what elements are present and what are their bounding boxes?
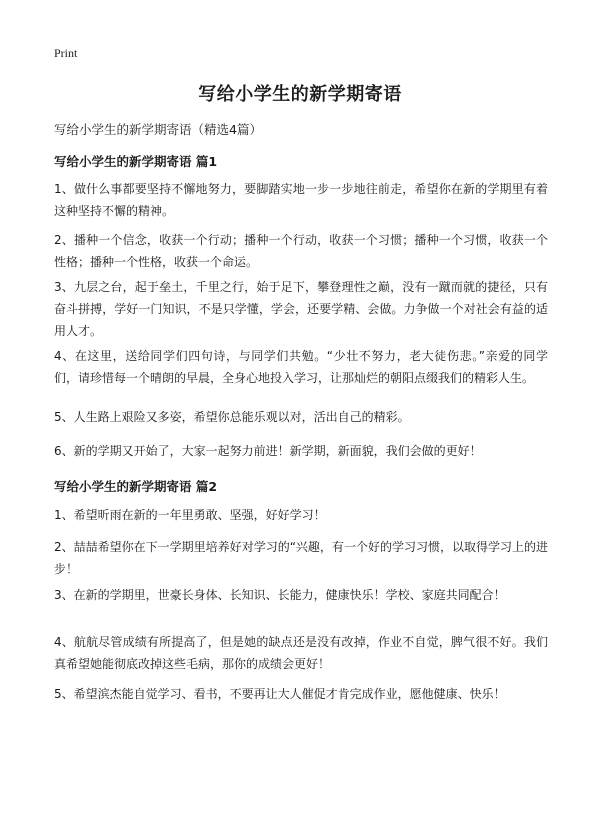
- paragraph: 3、在新的学期里，世豪长身体、长知识、长能力，健康快乐！学校、家庭共同配合！: [54, 588, 506, 602]
- paragraph: 5、人生路上艰险又多姿，希望你总能乐观以对，活出自己的精彩。: [54, 410, 410, 424]
- paragraph: 1、做什么事都要坚持不懈地努力，要脚踏实地一步一步地往前走，希望你在新的学期里有着这种坚持不懈的精神。: [54, 182, 548, 218]
- paragraph: 2、喆喆希望你在下一学期里培养好对学习的“兴趣，有一个好的学习习惯，以取得学习上的进步！: [54, 540, 548, 576]
- document-subtitle: 写给小学生的新学期寄语（精选4篇）: [54, 122, 262, 137]
- paragraph: 4、在这里，送给同学们四句诗，与同学们共勉。“少壮不努力，老大徒伤悲。”亲爱的同学们，请珍惜每一个晴朗的早晨，全身心地投入学习，让那灿烂的朝阳点缀我们的精彩人生。: [54, 349, 548, 385]
- paragraph: 5、希望滨杰能自觉学习、看书，不要再让大人催促才肯完成作业，愿他健康、快乐！: [54, 687, 506, 701]
- paragraph: 6、新的学期又开始了，大家一起努力前进！新学期，新面貌，我们会做的更好！: [54, 444, 482, 458]
- document-title: 写给小学生的新学期寄语: [198, 84, 402, 105]
- paragraph: 3、九层之台，起于垒土，千里之行，始于足下，攀登理性之巅，没有一蹴而就的捷径，只有奋斗拼搏，学好一门知识，不是只学懂，学会，还要学精、会做。力争做一个对社会有益的适用人才。: [54, 280, 548, 338]
- section-heading: 写给小学生的新学期寄语 篇2: [54, 479, 218, 494]
- paragraph: 4、航航尽管成绩有所提高了，但是她的缺点还是没有改掉，作业不自觉，脾气很不好。我们真希望她能彻底改掉这些毛病，那你的成绩会更好！: [54, 635, 548, 671]
- section-heading: 写给小学生的新学期寄语 篇1: [54, 154, 218, 169]
- paragraph: 1、希望昕雨在新的一年里勇敢、坚强，好好学习！: [54, 508, 326, 522]
- print-link[interactable]: Print: [54, 46, 78, 60]
- paragraph: 2、播种一个信念，收获一个行动；播种一个行动，收获一个习惯；播种一个习惯，收获一个性格；播种一个性格，收获一个命运。: [54, 233, 548, 269]
